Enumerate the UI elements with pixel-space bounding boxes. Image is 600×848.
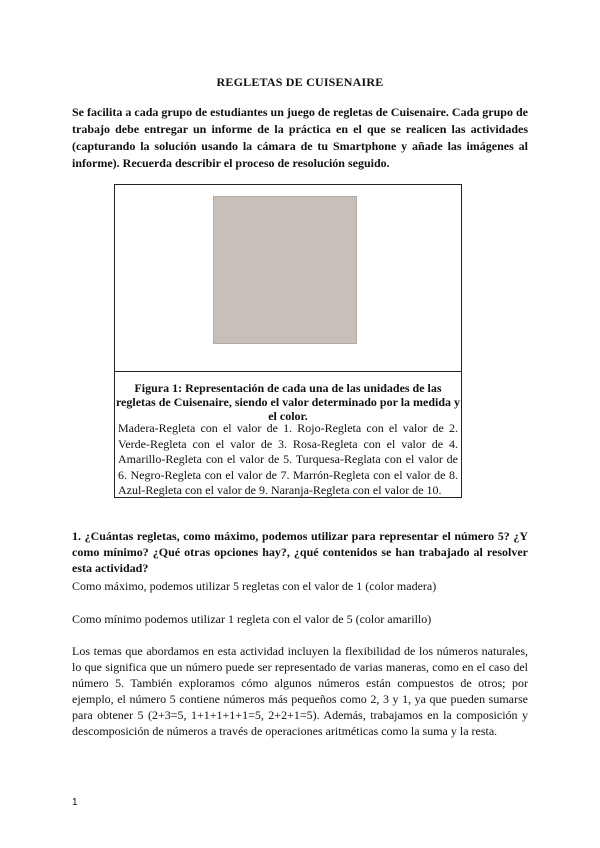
figure-description: Madera-Regleta con el valor de 1. Rojo-Regleta con el valor de 2. Verde-Regleta con el valor de 3. Rosa-Regleta con el valor de 4. Amarillo-Regleta con el valor de 5. Turquesa-Reglata con el valor de 6. Negro-Regleta con el valor de 7. Marrón-Regleta con el valor de 8. Azul-Regleta con el valor de 9. Naranja-Regleta con el valor de 10. (118, 421, 458, 497)
document-title: REGLETAS DE CUISENAIRE (216, 75, 384, 89)
answer-minimum: Como mínimo podemos utilizar 1 regleta con el valor de 5 (color amarillo) (72, 612, 432, 626)
answer-topics-paragraph: Los temas que abordamos en esta actividad incluyen la flexibilidad de los números naturales, lo que significa que un número puede ser representado de varias maneras, como en el caso del número 5. También exploramos cómo algunos números están compuestos de otros; por ejemplo, el número 5 contiene números más pequeños como 2, 3 y 1, ya que pueden sumarse para obtener 5 (2+3=5, 1+1+1+1+1=5, 2+2+1=5). Además, trabajamos en la composición y descomposición de números a través de operaciones aritméticas como la suma y la resta. (72, 644, 528, 738)
page-number: 1 (72, 797, 78, 808)
cuisenaire-rods-photo (213, 196, 357, 344)
intro-paragraph: Se facilita a cada grupo de estudiantes un juego de regletas de Cuisenaire. Cada grupo de trabajo debe entregar un informe de la práctica en el que se realicen las actividades (capturando la solución usando la cámara de tu Smartphone y añade las imágenes al informe). Recuerda describir el proceso de resolución seguido. (72, 105, 528, 170)
figure-divider (114, 371, 462, 372)
answer-maximum: Como máximo, podemos utilizar 5 regletas con el valor de 1 (color madera) (72, 579, 437, 593)
question-1: 1. ¿Cuántas regletas, como máximo, podemos utilizar para representar el número 5? ¿Y como mínimo? ¿Qué otras opciones hay?, ¿qué contenidos se han trabajado al resolver esta actividad? (72, 529, 528, 575)
figure-caption: Figura 1: Representación de cada una de las unidades de las regletas de Cuisenaire, siendo el valor determinado por la medida y el color. (115, 381, 461, 423)
